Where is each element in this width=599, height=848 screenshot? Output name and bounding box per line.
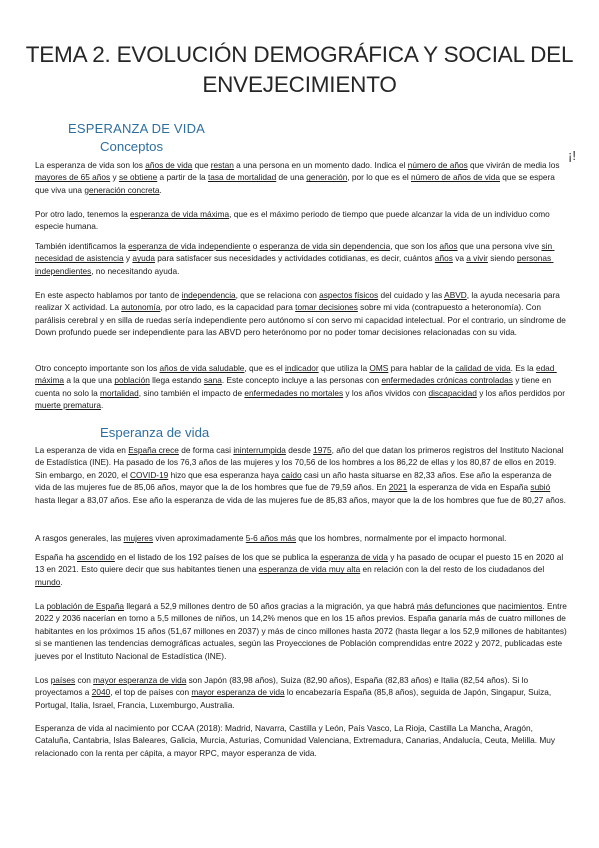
underlined-term: mortalidad bbox=[100, 387, 139, 398]
text-run: Los bbox=[35, 675, 51, 685]
text-run: . bbox=[100, 400, 104, 411]
paragraph bbox=[35, 600, 568, 662]
underlined-term: sana bbox=[203, 375, 222, 386]
margin-note: ¡! bbox=[568, 148, 576, 163]
underlined-term: personas independientes bbox=[35, 253, 554, 276]
text-run: y los años perdidos por bbox=[476, 387, 568, 398]
text-run: que utiliza la bbox=[318, 363, 370, 373]
text-run: llegará a 52,9 millones dentro de 50 años gracias a la migración, ya que habrá bbox=[124, 601, 417, 611]
text-run: hasta llegar a 83,07 años. Ese año la esperanza de vida de las mujeres fue de 85,83 años, mayor que la de los hombres que fue de 80,27 años. bbox=[35, 482, 566, 505]
paragraph bbox=[35, 159, 568, 196]
text-run: , que son los bbox=[390, 241, 440, 251]
underlined-term: esperanza de vida independiente bbox=[128, 241, 251, 251]
underlined-term: más defunciones bbox=[416, 601, 480, 611]
underlined-term: ABVD bbox=[444, 290, 467, 300]
text-run: , que es el bbox=[244, 363, 286, 373]
underlined-term: población de España bbox=[46, 601, 125, 611]
underlined-term: ayuda bbox=[132, 253, 155, 264]
text-run: y ha pasado de ocupar el puesto 15 en 2020 al 13 en 2021. Esto quiere decir que sus habitantes tienen una bbox=[35, 552, 566, 575]
text-run: siendo bbox=[487, 253, 517, 264]
paragraph bbox=[35, 444, 568, 506]
text-run: y bbox=[123, 253, 133, 264]
text-run: lo encabezaría España (85,8 años), seguida de Japón, Singapur, Suiza, Portugal, Italia, Israel, Francia, Luxemburgo, Australia. bbox=[35, 687, 554, 710]
text-run: desde bbox=[285, 445, 314, 455]
text-run: . bbox=[60, 576, 63, 587]
underlined-term: indicador bbox=[285, 363, 319, 373]
text-run: . Entre 2022 y 2036 nacerían en torno a 5,5 millones de niños, un 14,2% menos que en los 15 años previos. España ganaría más de cuatro millones de habitantes en los próximos 15 años (51,67 millones en 2037) y más de cinco millones hasta 2072 (hasta llegar a los 52,9 millones de habitantes) si se mantienen las tendencias demográficas actuales, según las Proyecciones de Población comprendidas entre 2022 y 2072, publicadas este jueves por el Instituto Nacional de Estadística (INE). bbox=[35, 601, 570, 661]
text-run: Esperanza de vida al nacimiento por CCAA (2018): Madrid, Navarra, Castilla y León, País Vasco, La Rioja, Castilla La Mancha, Aragón, Cataluña, Cantabria, Islas Baleares, Galicia, Murcia, Asturias, Comunidad Valenciana, Extremadura, Canarias, Andalucía, Ceuta, Melilla. Muy relacionado con la renta per cápita, a mayor RPC, mayor esperanza de vida. bbox=[35, 723, 558, 758]
underlined-term: años bbox=[439, 241, 458, 251]
underlined-term: años bbox=[434, 253, 453, 264]
underlined-term: años de vida saludable bbox=[159, 363, 245, 373]
text-run: que los hombres, normalmente por el impacto hormonal. bbox=[296, 533, 507, 543]
section-heading: ESPERANZA DE VIDA bbox=[68, 121, 206, 136]
paragraph bbox=[35, 722, 568, 759]
underlined-term: subió bbox=[530, 482, 551, 493]
underlined-term: 2021 bbox=[388, 482, 408, 493]
text-run: va bbox=[452, 253, 467, 264]
text-run: a una persona en un momento dado. Indica el bbox=[233, 160, 408, 170]
text-run: , por lo que es el bbox=[347, 172, 411, 183]
paragraph bbox=[35, 674, 568, 711]
underlined-term: caído bbox=[281, 469, 302, 480]
text-run: casi un año hasta situarse en 82,33 años. Ese año la esperanza de vida de las mujeres fue de 85,06 años, mayor que la de los hombres que fue de 79,59 años. En bbox=[35, 469, 554, 493]
paragraph bbox=[35, 208, 568, 233]
underlined-term: COVID-19 bbox=[130, 469, 169, 480]
text-run: , por otro lado, es la capacidad para bbox=[160, 302, 296, 313]
underlined-term: 2040 bbox=[91, 687, 111, 698]
underlined-term: mayor esperanza de vida bbox=[191, 687, 285, 698]
text-run: a la que una bbox=[64, 375, 115, 386]
underlined-term: sin necesidad de asistencia bbox=[35, 241, 555, 264]
underlined-term: España crece bbox=[128, 445, 179, 455]
text-run: la esperanza de vida en España bbox=[407, 482, 531, 493]
text-run: , que se relaciona con bbox=[235, 290, 320, 300]
underlined-term: OMS bbox=[369, 363, 389, 373]
underlined-term: mayor esperanza de vida bbox=[93, 675, 187, 685]
underlined-term: restan bbox=[210, 160, 234, 170]
text-run: son Japón (83,98 años), Suiza (82,90 años), España (82,83 años) e Italia (82,54 años). Si lo proyectamos a bbox=[35, 675, 531, 698]
underlined-term: generación concreta bbox=[84, 184, 160, 195]
text-run: que bbox=[479, 601, 499, 611]
text-run: En este aspecto hablamos por tanto de bbox=[35, 290, 182, 300]
underlined-term: calidad de vida bbox=[455, 363, 511, 373]
text-run: viven aproximadamente bbox=[153, 533, 246, 543]
underlined-term: esperanza de vida muy alta bbox=[258, 564, 361, 575]
paragraph bbox=[35, 532, 568, 544]
underlined-term: independencia bbox=[181, 290, 236, 300]
underlined-term: mujeres bbox=[123, 533, 154, 543]
underlined-term: esperanza de vida bbox=[320, 552, 388, 562]
text-run: o bbox=[250, 241, 260, 251]
subheading-conceptos: Conceptos bbox=[100, 139, 164, 154]
underlined-term: enfermedades crónicas controladas bbox=[381, 375, 513, 386]
text-run: También identificamos la bbox=[35, 241, 129, 251]
text-run: Otro concepto importante son los bbox=[35, 363, 160, 373]
underlined-term: esperanza de vida máxima bbox=[130, 209, 230, 219]
text-run: de una bbox=[276, 172, 307, 183]
text-run: a partir de la bbox=[157, 172, 208, 183]
text-run: Por otro lado, tenemos la bbox=[35, 209, 131, 219]
underlined-term: tomar decisiones bbox=[295, 302, 358, 313]
text-run: La esperanza de vida son los bbox=[35, 160, 146, 170]
text-run: de forma casi bbox=[178, 445, 234, 455]
text-run: con bbox=[75, 675, 94, 685]
text-run: hizo que esa esperanza haya bbox=[168, 469, 282, 480]
text-run: . bbox=[159, 184, 162, 195]
underlined-term: población bbox=[114, 375, 150, 386]
text-run: . Este concepto incluye a las personas con bbox=[221, 375, 382, 386]
text-run: , no necesitando ayuda. bbox=[91, 265, 180, 276]
underlined-term: años de vida bbox=[145, 160, 193, 170]
text-run: que una persona vive bbox=[457, 241, 542, 251]
underlined-term: países bbox=[50, 675, 76, 685]
text-run: para satisfacer sus necesidades y actividades cotidianas, es decir, cuántos bbox=[154, 253, 435, 264]
underlined-term: número de años de vida bbox=[410, 172, 500, 183]
underlined-term: mundo bbox=[35, 576, 61, 587]
underlined-term: aspectos físicos bbox=[319, 290, 379, 300]
text-run: del cuidado y las bbox=[378, 290, 445, 300]
text-run: , el top de países con bbox=[110, 687, 192, 698]
text-run: A rasgos generales, las bbox=[35, 533, 124, 543]
underlined-term: ascendido bbox=[76, 552, 115, 562]
text-run: , sino también el impacto de bbox=[138, 387, 245, 398]
underlined-term: autonomía bbox=[121, 302, 161, 313]
underlined-term: discapacidad bbox=[428, 387, 477, 398]
underlined-term: nacimientos bbox=[498, 601, 543, 611]
paragraph bbox=[35, 551, 568, 588]
underlined-term: 1975 bbox=[313, 445, 332, 455]
underlined-term: a vivir bbox=[466, 253, 488, 264]
text-run: . Es la bbox=[510, 363, 536, 373]
text-run: que vivirán de media los bbox=[467, 160, 562, 170]
underlined-term: edad máxima bbox=[35, 363, 557, 386]
underlined-term: se obtiene bbox=[118, 172, 158, 183]
underlined-term: 5-6 años más bbox=[245, 533, 297, 543]
text-run: España ha bbox=[35, 552, 77, 562]
underlined-term: enfermedades no mortales bbox=[244, 387, 344, 398]
underlined-term: número de años bbox=[407, 160, 468, 170]
subheading-esperanza: Esperanza de vida bbox=[100, 425, 210, 440]
underlined-term: tasa de mortalidad bbox=[207, 172, 277, 183]
text-run: , que es el máximo periodo de tiempo que puede alcanzar la vida de un individuo como especie humana. bbox=[35, 209, 553, 232]
text-run: , año del que datan los primeros registros del Instituto Nacional de Estadística (INE). Ha pasado de los 76,3 años de las mujeres y los 70,56 de los hombres a los 86,22 de ellas y los 80,87 de ellos en 2019. Sin embargo, en 2020, el bbox=[35, 445, 566, 480]
text-run: en relación con la del resto de los ciudadanos del bbox=[360, 564, 547, 575]
text-run: que se espera que viva una bbox=[35, 172, 558, 195]
underlined-term: generación bbox=[306, 172, 348, 183]
text-run: y los años vividos con bbox=[343, 387, 429, 398]
text-run: en el listado de los 192 países de los que se publica la bbox=[114, 552, 321, 562]
text-run: y bbox=[110, 172, 119, 183]
paragraph bbox=[35, 240, 568, 277]
text-run: , la ayuda necesaria para realizar X actividad. La bbox=[35, 290, 563, 313]
underlined-term: esperanza de vida sin dependencia bbox=[259, 241, 391, 251]
document-title: TEMA 2. EVOLUCIÓN DEMOGRÁFICA Y SOCIAL DEL ENVEJECIMIENTO bbox=[25, 42, 574, 97]
text-run: sobre mi vida (contrapuesto a heteronomía). Con parálisis cerebral y en silla de ruedas sería independiente pero autónomo sí con servo mi capacidad intelectual. Por el contrario, un síndrome de Down profundo puede ser independiente para las ABVD pero heterónomo por no poder tomar decisiones relacionadas con su vida. bbox=[35, 302, 569, 338]
text-run: llega estando bbox=[149, 375, 204, 386]
text-run: y tiene en cuenta no solo la bbox=[35, 375, 554, 398]
paragraph bbox=[35, 289, 568, 339]
text-run: para hablar de la bbox=[388, 363, 456, 373]
underlined-term: ininterrumpida bbox=[233, 445, 286, 455]
underlined-term: muerte prematura bbox=[35, 400, 101, 411]
paragraph bbox=[35, 362, 568, 412]
text-run: La esperanza de vida en bbox=[35, 445, 129, 455]
underlined-term: mayores de 65 años bbox=[35, 172, 111, 183]
text-run: que bbox=[192, 160, 211, 170]
text-run: La bbox=[35, 601, 47, 611]
